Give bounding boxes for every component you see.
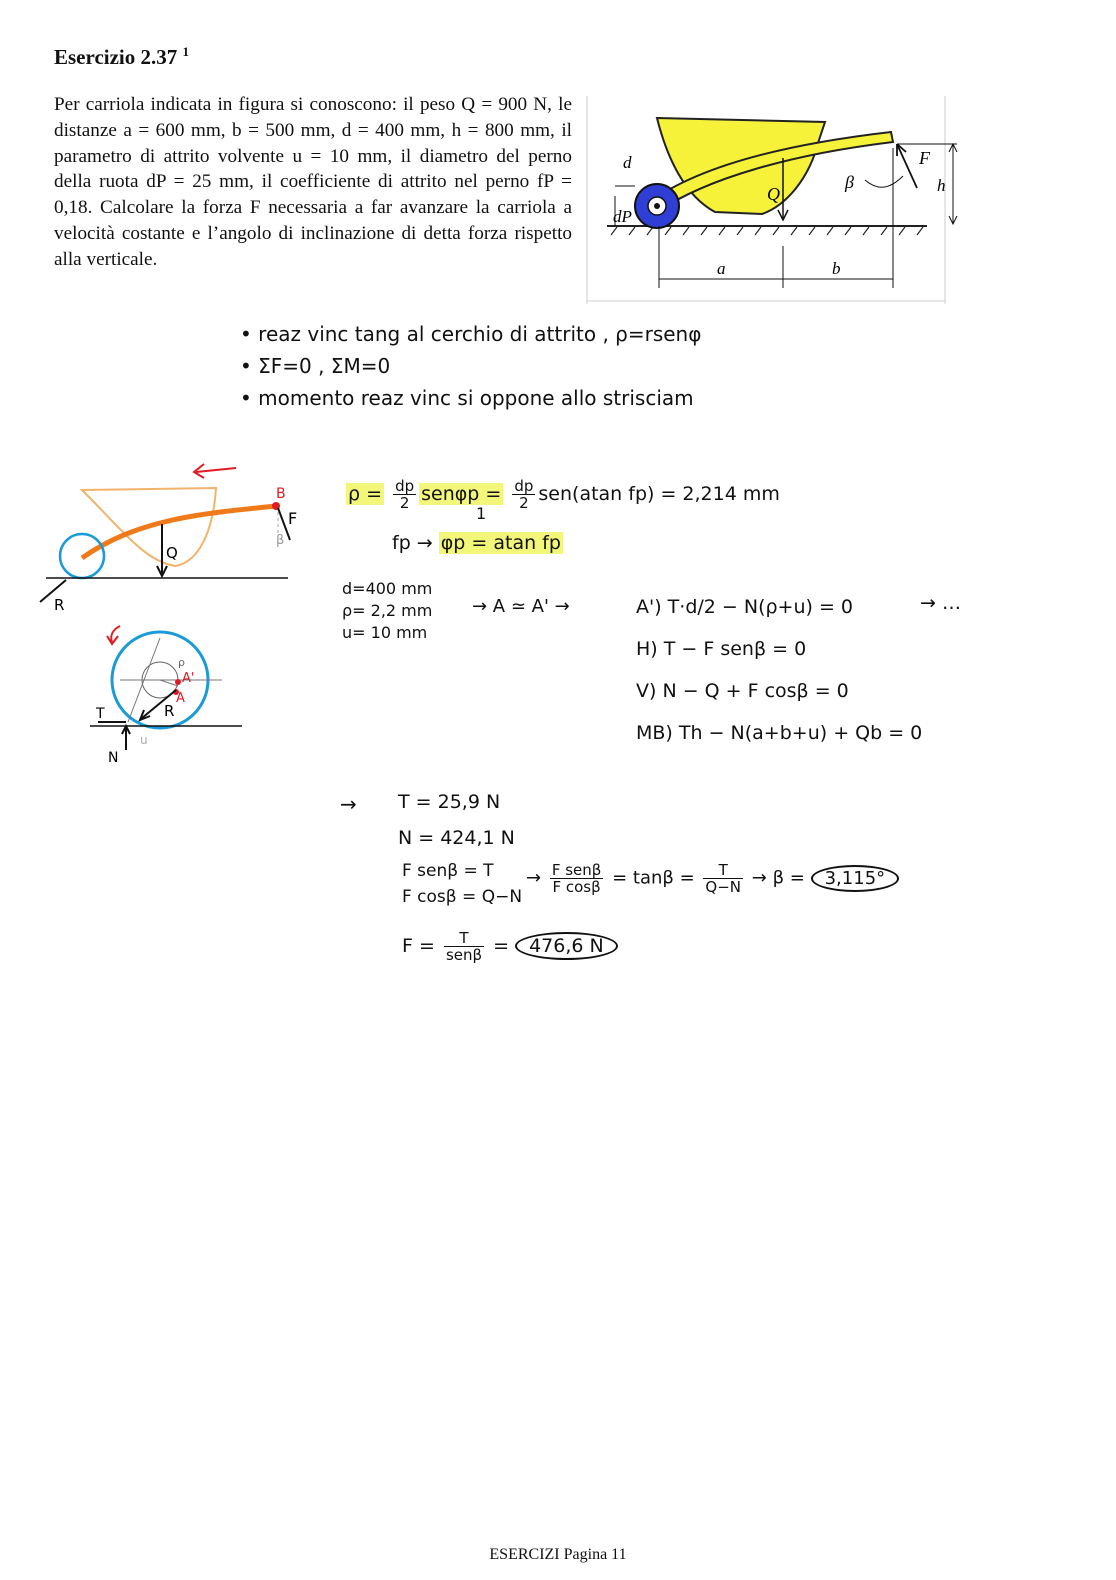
- problem-statement: Per carriola indicata in figura si conoscono: il peso Q = 900 N, le distanze a = 600 mm, b = 500 mm, d = 400 mm, h = 800 mm, il parametro di attrito volvente u = 10 mm, il diametro del perno della ruota dP = 25 mm, il coefficiente di attrito nel perno fP = 0,18. Calcolare la forza F necessaria a far avanzare la carriola a velocità costante e l’angolo di inclinazione di detta forza rispetto alla verticale.: [54, 94, 572, 270]
- equation: V) N − Q + F cosβ = 0: [636, 680, 849, 702]
- label-dp: dP: [613, 207, 632, 226]
- F-result-line: F = T senβ = 476,6 N: [402, 930, 618, 963]
- rho-formula: ρ = $\frac{dp}{2}$ senφp = $\frac{dp}{2}$ sen(atan fp) = 2,214 mm: [348, 477, 780, 512]
- sketch-label-rho: ρ: [178, 656, 185, 669]
- sketch-label-R: R: [54, 596, 65, 614]
- note-line: • momento reaz vinc si oppone allo strisciam: [240, 386, 694, 410]
- F-result: 476,6 N: [515, 932, 618, 960]
- beta-result: 3,115°: [811, 865, 900, 892]
- label-beta: β: [845, 172, 854, 192]
- free-body-sketch: [36, 460, 298, 614]
- label-d: d: [623, 153, 632, 172]
- sketch-label-T: T: [96, 706, 105, 722]
- note-line: • ΣF=0 , ΣM=0: [240, 354, 391, 378]
- results-arrow: →: [340, 792, 357, 816]
- equilibrium-equations: [636, 586, 922, 754]
- page-footer: ESERCIZI Pagina 11: [489, 1546, 627, 1563]
- label-h: h: [937, 176, 946, 195]
- result-T: T = 25,9 N: [398, 791, 501, 813]
- sketch-label-Q: Q: [166, 544, 178, 562]
- sketch-label-N: N: [108, 750, 119, 766]
- wheelbarrow-figure: [587, 96, 947, 304]
- sketch-label-u: u: [140, 733, 148, 747]
- handwritten-notes: [240, 318, 701, 414]
- equation: H) T − F senβ = 0: [636, 638, 807, 660]
- label-F: F: [919, 148, 930, 168]
- label-Q: Q: [767, 184, 780, 204]
- equation: MB) Th − N(a+b+u) + Qb = 0: [636, 722, 923, 744]
- continuation-ellipsis: → …: [920, 592, 961, 614]
- equation: A') T·d/2 − N(ρ+u) = 0: [636, 596, 854, 618]
- sketch-label-A: A: [176, 691, 185, 706]
- sketch-label-R: R: [164, 702, 175, 720]
- sketch-label-A-prime: A': [182, 671, 195, 686]
- tan-beta-line: → F senβ F cosβ = tanβ = $\frac{T}{Q-N}$ → β = 3,115°: [526, 862, 899, 895]
- sketch-label-F: F: [288, 509, 298, 528]
- results-values: [398, 784, 515, 856]
- sketch-label-beta: β: [276, 533, 285, 548]
- approx-note: → A ≃ A' →: [472, 596, 570, 617]
- given-values: d=400 mm ρ= 2,2 mm u= 10 mm: [342, 579, 433, 642]
- phi-formula: fp → φp = atan fp: [392, 532, 561, 554]
- footnote-mark: 1: [182, 44, 190, 59]
- result-N: N = 424,1 N: [398, 827, 515, 849]
- exercise-title: Esercizio 2.37 $^1$: [54, 44, 190, 69]
- trig-pair: F senβ = T F cosβ = Q−N: [402, 861, 523, 907]
- wheel-detail-sketch: [90, 618, 260, 768]
- sketch-label-B: B: [276, 486, 286, 502]
- label-b: b: [832, 259, 841, 278]
- rho-under-mark: 1: [476, 504, 487, 523]
- note-line: • reaz vinc tang al cerchio di attrito , ρ=rsenφ: [240, 322, 702, 346]
- label-a: a: [717, 259, 726, 278]
- wheelbarrow-drawing: [587, 96, 947, 304]
